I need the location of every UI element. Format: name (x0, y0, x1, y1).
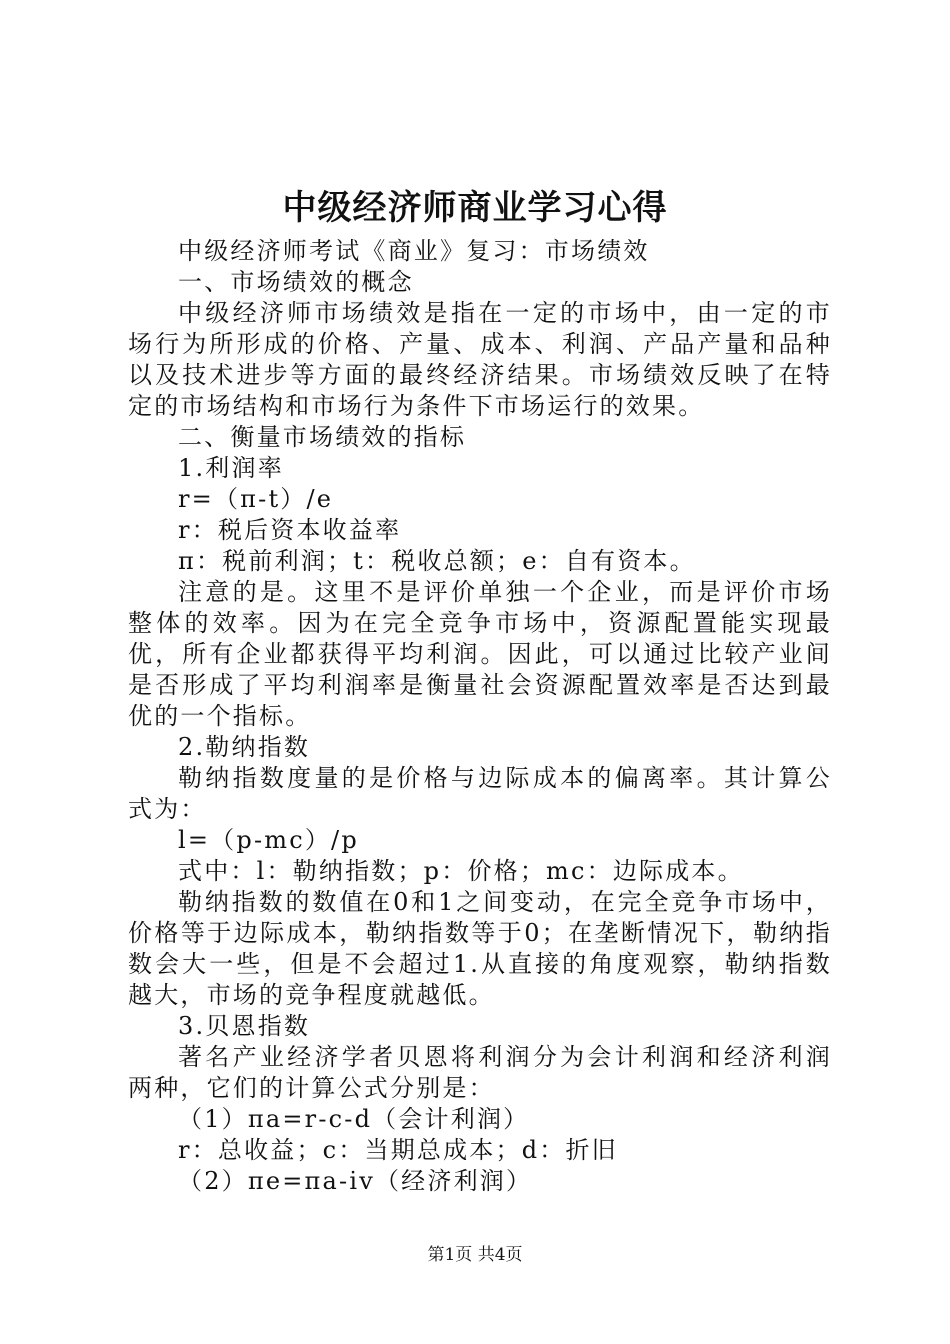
paragraph-subtitle: 中级经济师考试《商业》复习：市场绩效 (178, 237, 650, 265)
document-body (128, 236, 832, 1197)
formula-accounting-terms: r：总收益；c：当期总成本；d：折旧 (178, 1136, 618, 1164)
paragraph-lerner-explanation: 勒纳指数的数值在0和1之间变动，在完全竞争市场中，价格等于边际成本，勒纳指数等于0；在垄断情况下，勒纳指数会大一些，但是不会超过1.从直接的角度观察，勒纳指数越大，市场的竞争程度就越低。 (128, 888, 832, 1009)
section-heading-concept: 一、市场绩效的概念 (178, 268, 414, 296)
subheading-bain-index: 3.贝恩指数 (178, 1012, 311, 1040)
page-number: 第1页 共4页 (427, 1245, 523, 1265)
subheading-profit-rate: 1.利润率 (178, 454, 284, 482)
paragraph-lerner-intro: 勒纳指数度量的是价格与边际成本的偏离率。其计算公式为： (128, 764, 832, 823)
formula-lerner-terms: 式中：l：勒纳指数；p：价格；mc：边际成本。 (178, 857, 744, 885)
paragraph-bain-intro: 著名产业经济学者贝恩将利润分为会计利润和经济利润两种，它们的计算公式分别是： (128, 1043, 832, 1102)
paragraph-concept: 中级经济师市场绩效是指在一定的市场中，由一定的市场行为所形成的价格、产量、成本、利润、产品产量和品种以及技术进步等方面的最终经济结果。市场绩效反映了在特定的市场结构和市场行为条件下市场运行的效果。 (128, 299, 832, 420)
formula-profit-rate: r=（π-t）/e (178, 485, 334, 513)
section-heading-indicators: 二、衡量市场绩效的指标 (178, 423, 467, 451)
formula-lerner: l=（p-mc）/p (178, 826, 359, 854)
paragraph-note: 注意的是。这里不是评价单独一个企业，而是评价市场整体的效率。因为在完全竞争市场中，资源配置能实现最优，所有企业都获得平均利润。因此，可以通过比较产业间是否形成了平均利润率是衡量社会资源配置效率是否达到最优的一个指标。 (128, 578, 832, 730)
formula-accounting-profit: （1）πa=r-c-d（会计利润） (178, 1105, 530, 1133)
subheading-lerner-index: 2.勒纳指数 (178, 733, 311, 761)
formula-economic-profit: （2）πe=πa-iv（经济利润） (178, 1167, 533, 1195)
formula-definition-r: r：税后资本收益率 (178, 516, 402, 544)
document-title: 中级经济师商业学习心得 (282, 188, 668, 228)
formula-definition-terms: π：税前利润；t：税收总额；e：自有资本。 (178, 547, 696, 575)
